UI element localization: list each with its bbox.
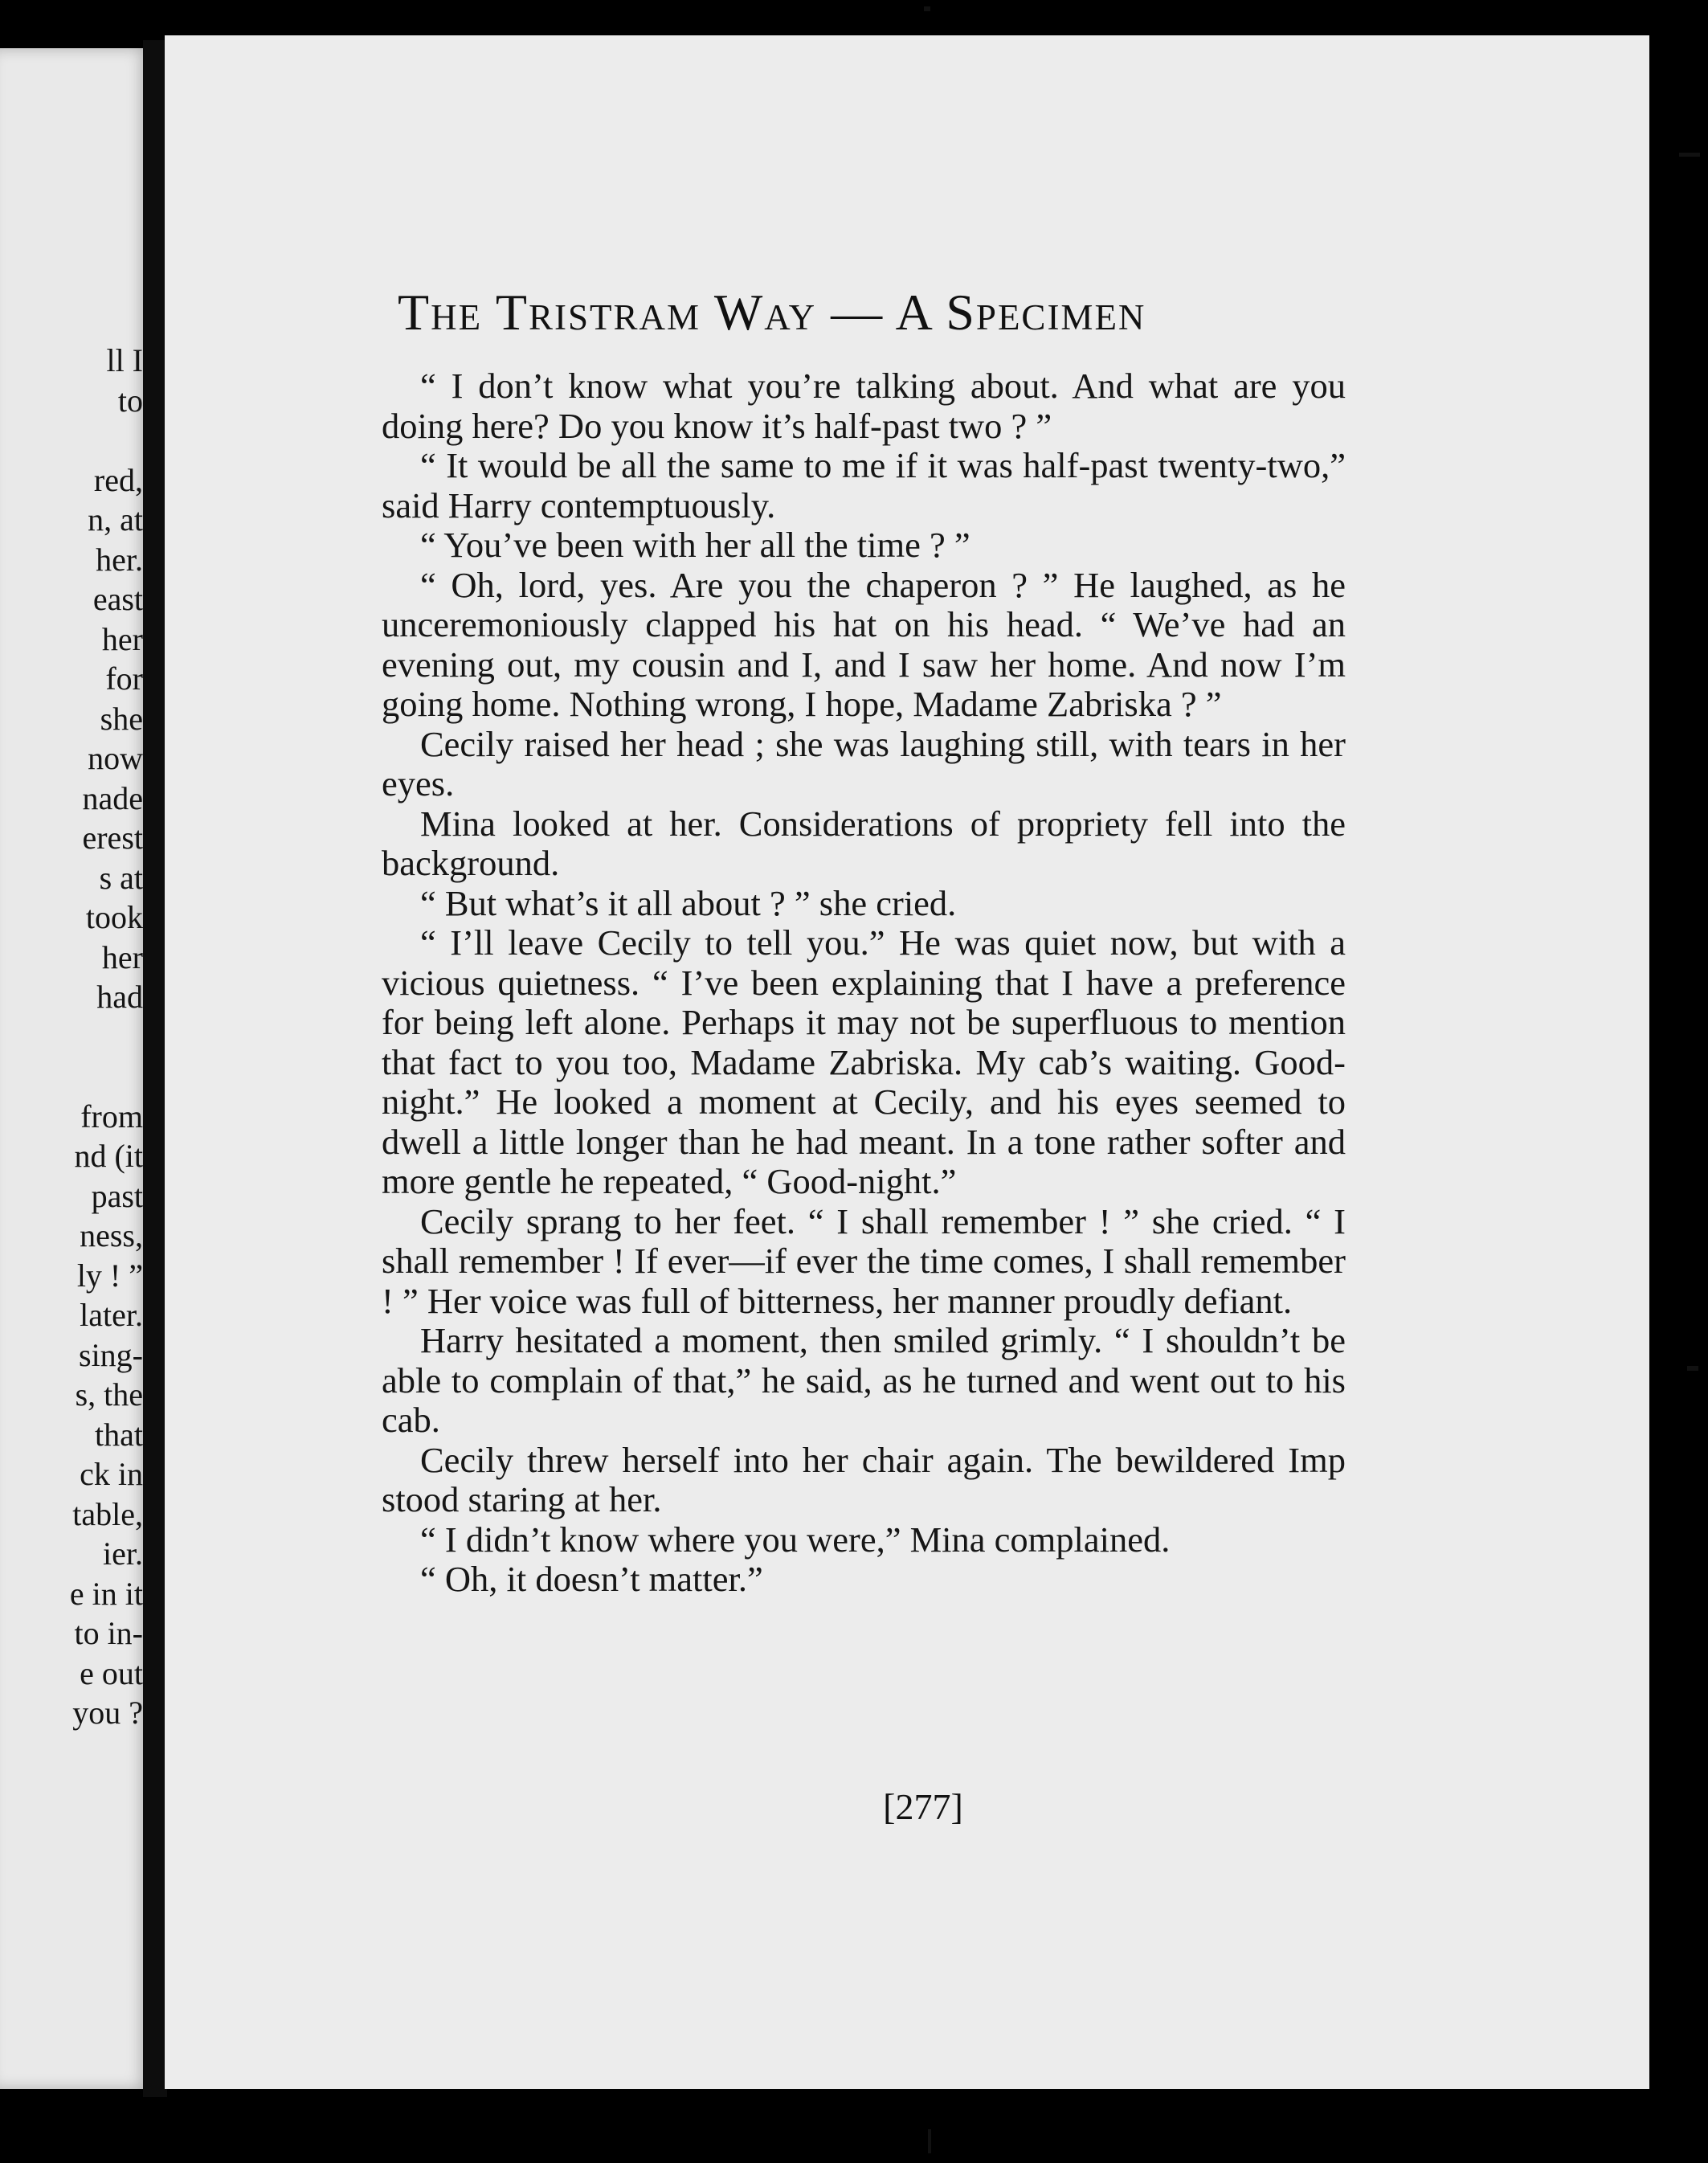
- paragraph: “ But what’s it all about ? ” she cried.: [420, 882, 957, 923]
- facing-page-line: to: [117, 382, 143, 419]
- facing-page-line: erest: [82, 820, 143, 856]
- scan-speck: [928, 2129, 931, 2153]
- facing-page-line: east: [92, 581, 143, 617]
- facing-page-line: e in it: [69, 1575, 143, 1612]
- scan-speck: [924, 6, 930, 11]
- facing-page-line: later.: [80, 1297, 143, 1333]
- paragraph: “ I’ll leave Cecily to tell you.” He was quiet now, but with a vicious quietness. “ I’ve been explaining that I have a preference for being left alone. Perhaps it may not be superfluous to mention that fact to you too, Madame Zabriska. My cab’s waiting. Good-night.” He looked a moment at Cecily, and his eyes seemed to dwell a little longer than he had meant. In a tone rather softer and more gentle he repeated, “ Good-night.”: [382, 922, 1346, 1201]
- scan-speck: [1679, 153, 1700, 157]
- paragraph: Cecily raised her head ; she was laughing still, with tears in her eyes.: [382, 723, 1346, 803]
- facing-page-line: e out: [80, 1654, 143, 1691]
- paragraph: “ Oh, lord, yes. Are you the chaperon ? ” He laughed, as he unceremoniously clapped his hat on his head. “ We’ve had an evening out, my cousin and I, and I saw her home. And now I’m going home. Nothing wrong, I hope, Madame Zabriska ? ”: [382, 564, 1346, 724]
- book-gutter: [143, 40, 167, 2097]
- paragraph: Harry hesitated a moment, then smiled grimly. “ I shouldn’t be able to complain of that,” he said, as he turned and went out to his cab.: [382, 1320, 1346, 1440]
- facing-page-line: table,: [72, 1495, 143, 1532]
- facing-page-line: past: [91, 1177, 143, 1214]
- facing-page-line: ll I: [106, 342, 143, 378]
- facing-page-line: s, the: [75, 1376, 143, 1413]
- facing-page-line: sing-: [79, 1336, 143, 1373]
- paragraph: “ It would be all the same to me if it was half-past twenty-two,” said Harry contemptuously.: [382, 445, 1346, 525]
- scan-speck: [1687, 1366, 1698, 1371]
- facing-page-line: from: [80, 1098, 143, 1135]
- paragraph: “ I don’t know what you’re talking about. And what are you doing here? Do you know it’s half-past two ? ”: [382, 366, 1346, 446]
- book-page: [165, 35, 1649, 2089]
- facing-page-line: ck in: [80, 1456, 143, 1492]
- facing-page-line: took: [85, 899, 143, 935]
- facing-page-left: [0, 48, 151, 2089]
- paragraph: “ I didn’t know where you were,” Mina complained.: [420, 1519, 1171, 1560]
- paragraph: Cecily threw herself into her chair again. The bewildered Imp stood staring at her.: [382, 1439, 1346, 1519]
- paragraph: Cecily sprang to her feet. “ I shall remember ! ” she cried. “ I shall remember ! If ever—if ever the time comes, I shall remember ! ” Her voice was full of bitterness, her manner proudly defiant.: [382, 1200, 1346, 1321]
- facing-page-line: nd (it: [74, 1138, 143, 1174]
- facing-page-line: you ?: [72, 1695, 143, 1731]
- facing-page-line: ly ! ”: [76, 1257, 143, 1294]
- body-text: [382, 366, 1346, 1600]
- facing-page-line: red,: [93, 461, 143, 498]
- paragraph: “ Oh, it doesn’t matter.”: [420, 1559, 763, 1599]
- running-head: The Tristram Way — A Specimen: [398, 284, 1146, 341]
- facing-page-line: her: [101, 620, 143, 657]
- paragraph: Mina looked at her. Considerations of propriety fell into the background.: [382, 803, 1346, 883]
- paragraph: “ You’ve been with her all the time ? ”: [420, 525, 970, 565]
- facing-page-line: s at: [99, 859, 143, 896]
- facing-page-line: her: [101, 938, 143, 975]
- facing-page-line: n, at: [88, 501, 143, 538]
- facing-page-line: had: [96, 979, 143, 1015]
- page-number: [277]: [883, 1786, 963, 1827]
- facing-page-line: now: [88, 740, 143, 776]
- facing-page-line: ier.: [103, 1535, 143, 1572]
- facing-page-line: she: [100, 700, 143, 737]
- facing-page-line: that: [95, 1416, 143, 1453]
- facing-page-line: for: [105, 660, 143, 697]
- facing-page-line: ness,: [80, 1217, 143, 1253]
- facing-page-line: to in-: [74, 1615, 143, 1651]
- facing-page-line: her.: [96, 541, 143, 578]
- facing-page-line: nade: [82, 779, 143, 816]
